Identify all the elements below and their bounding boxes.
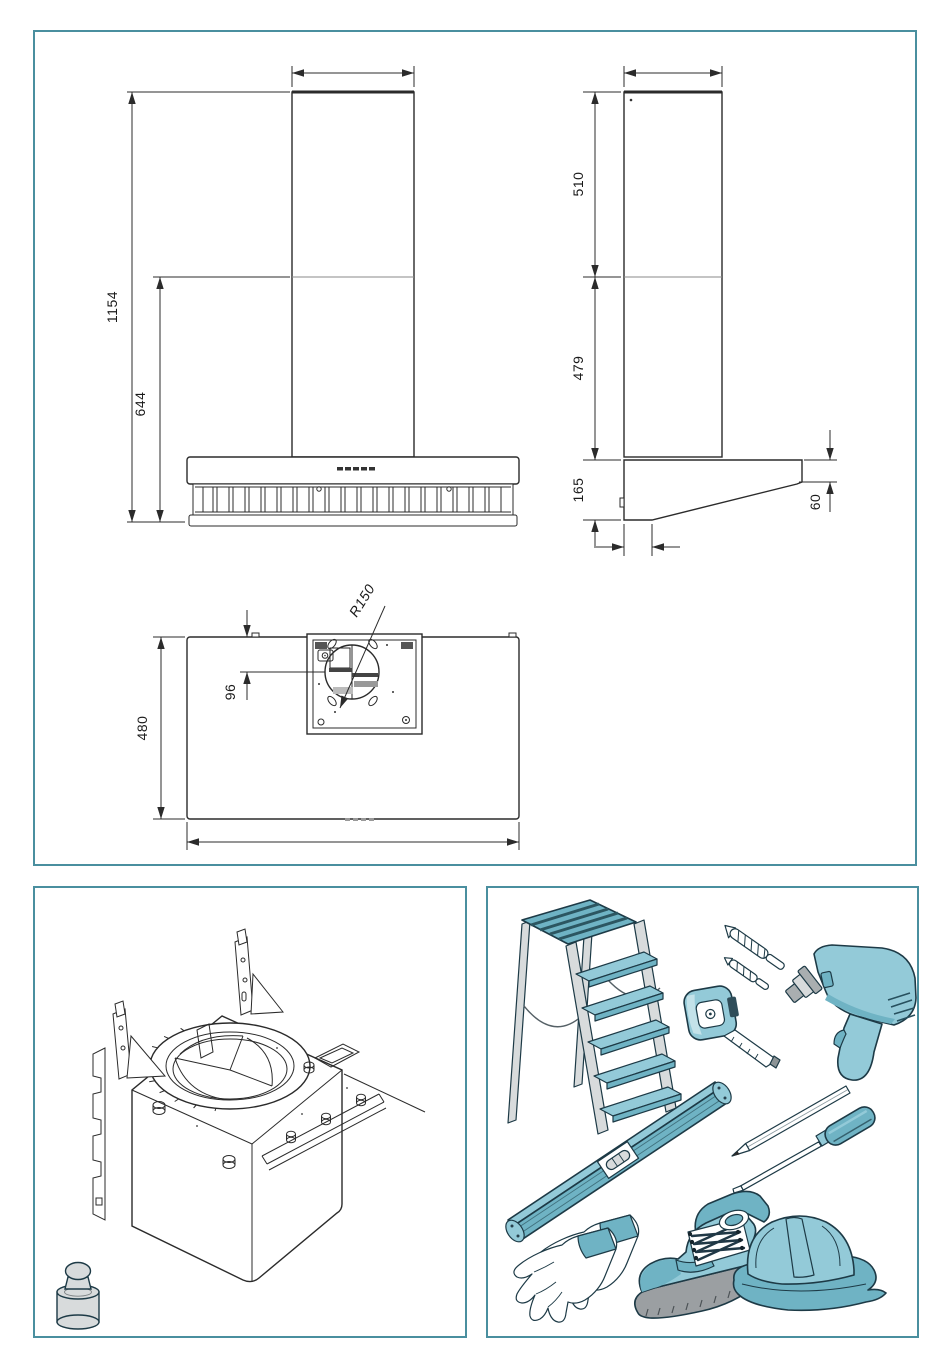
installation-panel [33,886,467,1338]
electric-drill-icon [780,945,916,1080]
dim-front-overall-height: 1154 [104,290,120,324]
step-ladder-icon [508,900,681,1134]
dimension-drawing [35,32,915,864]
control-buttons-icon [337,467,375,471]
mounting-bracket-icon [113,1001,165,1079]
tape-measure-icon [682,984,780,1068]
hood-isometric-figure [35,888,465,1336]
dimension-drawing-panel [33,30,917,866]
dim-top-body-depth: 480 [134,715,150,741]
tools-figure [488,888,917,1336]
dim-top-duct-radius: R150 [345,581,378,620]
mounting-plate [307,634,422,734]
dim-side-lower-chimney: 479 [570,355,586,381]
dim-top-duct-offset: 96 [222,683,238,701]
front-view [104,66,519,526]
mounting-bracket-icon [235,929,283,1015]
top-view [134,581,519,850]
dim-front-lower-height: 644 [132,391,148,417]
dim-side-upper-chimney: 510 [570,171,586,197]
side-view [570,66,837,556]
tools-panel [486,886,919,1338]
dim-side-front-height: 60 [807,493,823,511]
drill-bit-small-icon [722,954,770,991]
hood-top-isometric-icon [93,929,425,1282]
pencil-icon [732,1086,850,1156]
dim-side-rear-height: 165 [570,477,586,503]
calibration-weight-icon [57,1263,99,1330]
